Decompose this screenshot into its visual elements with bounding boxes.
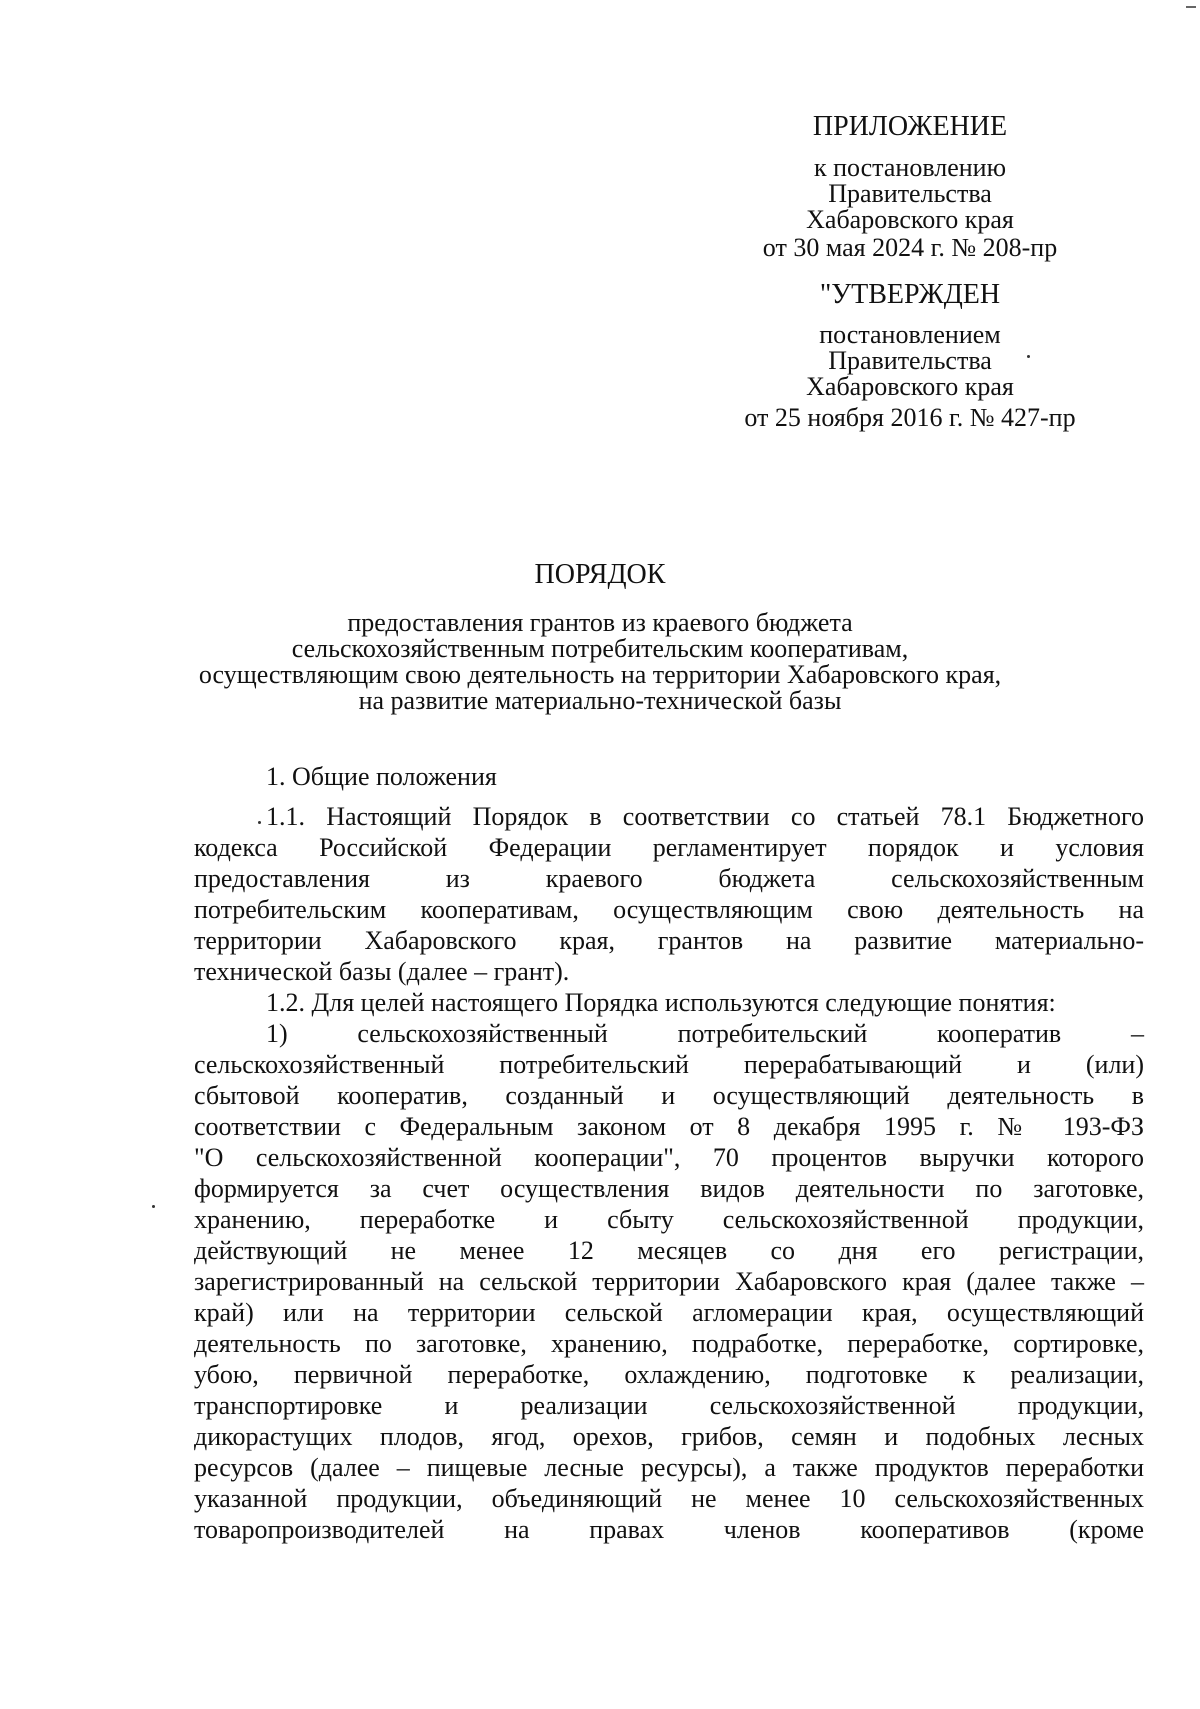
government: Правительства — [828, 179, 992, 208]
title-main: ПОРЯДОК — [534, 559, 666, 590]
paragraph-1-2 — [194, 987, 1144, 1018]
text-line: кодекса Российской Федерации регламентирует порядок и условия — [194, 833, 1144, 862]
text-line: транспортировке и реализации сельскохозяйственной продукции, — [194, 1391, 1144, 1420]
scan-mark — [1186, 6, 1196, 8]
text-line: формируется за счет осуществления видов деятельности по заготовке, — [194, 1174, 1144, 1203]
approved-block — [700, 280, 1120, 310]
text-line: территории Хабаровского края, грантов на развитие материально- — [194, 926, 1144, 955]
to-resolution: к постановлению — [813, 153, 1007, 182]
date-number: от 30 мая 2024 г. № 208-пр — [762, 233, 1058, 262]
text-line: деятельность по заготовке, хранению, подработке, переработке, сортировке, — [194, 1329, 1144, 1358]
appendix-block — [700, 112, 1120, 142]
appendix-heading: ПРИЛОЖЕНИЕ — [812, 111, 1008, 142]
text-line: 1.2. Для целей настоящего Порядка используются следующие понятия: — [266, 988, 1056, 1017]
text-line: соответствии с Федеральным законом от 8 декабря 1995 г. № 193-ФЗ — [194, 1112, 1144, 1141]
text-line: технической базы (далее – грант). — [194, 957, 570, 986]
paragraph-1-1 — [194, 801, 1144, 987]
text-line: убою, первичной переработке, охлаждению, подготовке к реализации, — [194, 1360, 1144, 1389]
text-line: товаропроизводителей на правах членов кооперативов (кроме — [194, 1515, 1144, 1544]
region2: Хабаровского края — [806, 372, 1014, 401]
title-line: сельскохозяйственным потребительским кооперативам, — [291, 634, 909, 663]
text-line: 1.1. Настоящий Порядок в соответствии со статьей 78.1 Бюджетного — [266, 802, 1144, 831]
title-line: осуществляющим свою деятельность на территории Хабаровского края, — [198, 660, 1002, 689]
text-line: предоставления из краевого бюджета сельскохозяйственным — [194, 864, 1144, 893]
by-resolution: постановлением — [819, 320, 1001, 349]
text-line: сбытовой кооператив, созданный и осуществляющий деятельность в — [194, 1081, 1144, 1110]
title-line: на развитие материально-технической базы — [358, 686, 842, 715]
appendix-date — [700, 235, 1120, 261]
title-line: предоставления грантов из краевого бюджета — [347, 608, 853, 637]
section-heading: 1. Общие положения — [266, 762, 497, 791]
text-line: действующий не менее 12 месяцев со дня его регистрации, — [194, 1236, 1144, 1265]
government2: Правительства — [828, 346, 992, 375]
appendix-reference — [700, 155, 1120, 233]
text-line: хранению, переработке и сбыту сельскохозяйственной продукции, — [194, 1205, 1144, 1234]
scan-speck — [152, 1205, 155, 1208]
date-number2: от 25 ноября 2016 г. № 427-пр — [744, 403, 1076, 432]
approved-date — [700, 405, 1120, 431]
text-line: ресурсов (далее – пищевые лесные ресурсы), а также продуктов переработки — [194, 1453, 1144, 1482]
document-title — [160, 560, 1040, 714]
approved-heading: "УТВЕРЖДЕН — [819, 279, 1001, 310]
region: Хабаровского края — [806, 205, 1014, 234]
text-line: зарегистрированный на сельской территории Хабаровского края (далее также – — [194, 1267, 1144, 1296]
text-line: край) или на территории сельской агломерации края, осуществляющий — [194, 1298, 1144, 1327]
document-body — [194, 760, 1144, 1545]
paragraph-definition-1 — [194, 1018, 1144, 1545]
text-line: потребительским кооперативам, осуществляющим свою деятельность на — [194, 895, 1144, 924]
text-line: указанной продукции, объединяющий не менее 10 сельскохозяйственных — [194, 1484, 1144, 1513]
text-line: дикорастущих плодов, ягод, орехов, грибов, семян и подобных лесных — [194, 1422, 1144, 1451]
text-line: 1) сельскохозяйственный потребительский кооператив – — [266, 1019, 1144, 1048]
text-line: "О сельскохозяйственной кооперации", 70 процентов выручки которого — [194, 1143, 1144, 1172]
approved-reference — [700, 322, 1120, 400]
text-line: сельскохозяйственный потребительский перерабатывающий и (или) — [194, 1050, 1144, 1079]
